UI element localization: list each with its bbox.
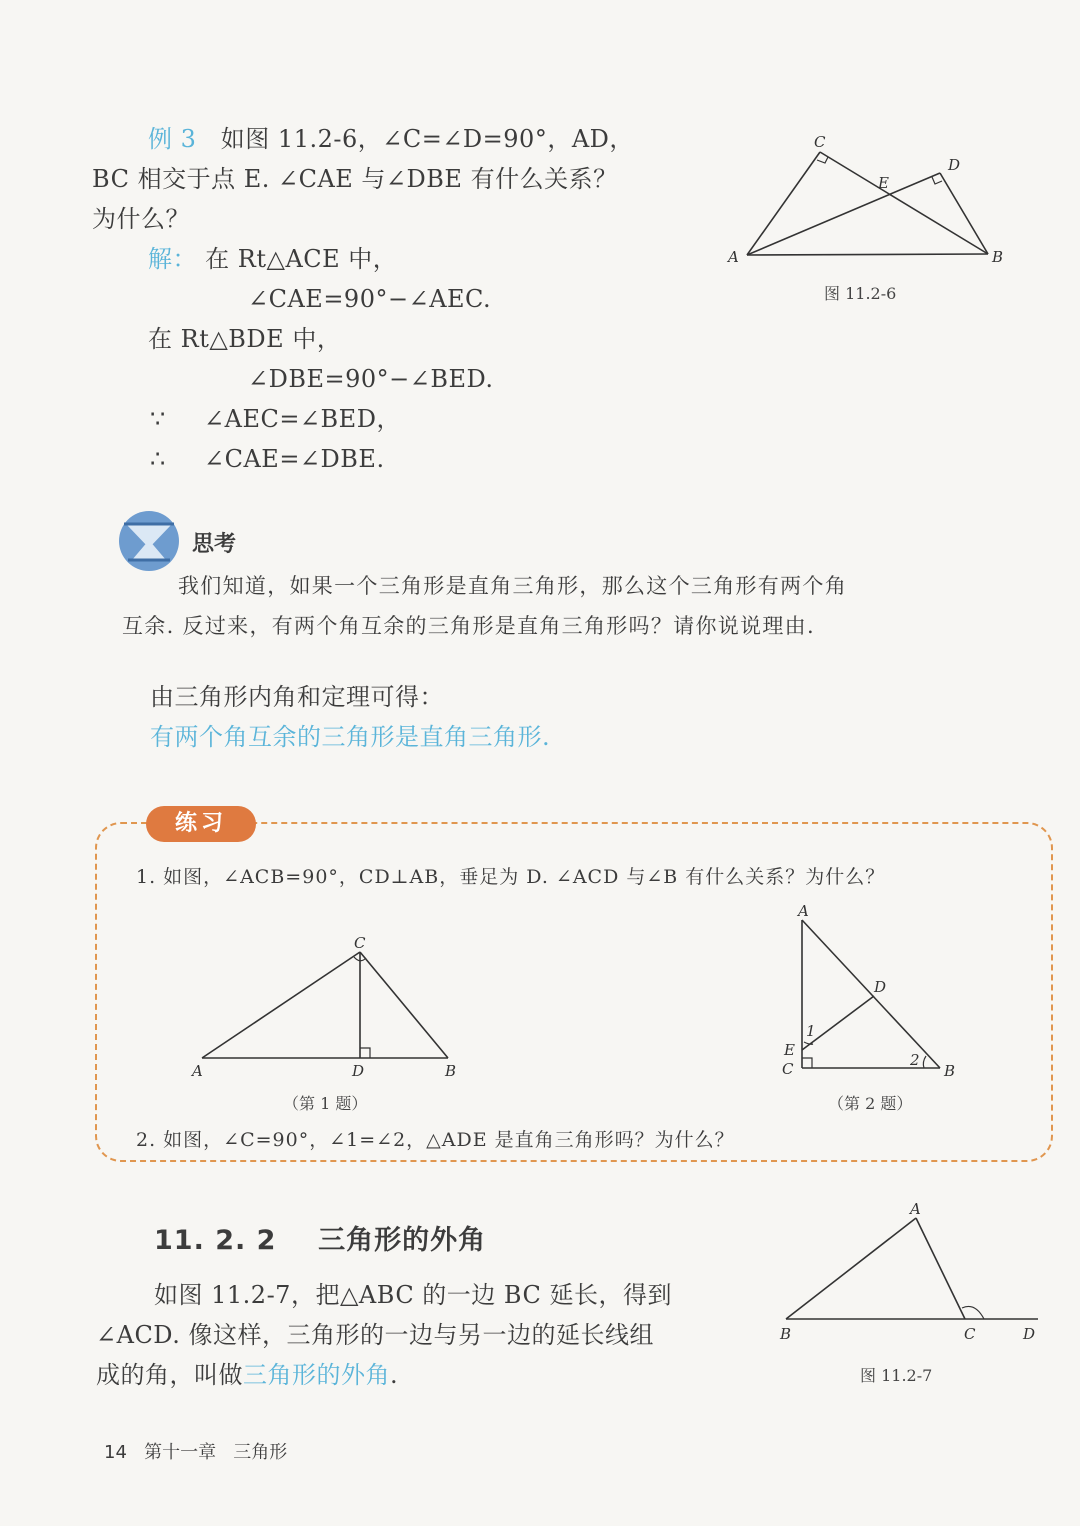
fig-label-B: B: [992, 248, 1004, 266]
section-paragraph-3: [96, 1360, 398, 1390]
fig7-label-A: A: [910, 1200, 921, 1218]
example-3-text-1: 如图 11.2-6，∠C=∠D=90°，AD，: [220, 125, 634, 153]
think-icon: [118, 510, 180, 572]
think-title: 思考: [192, 532, 237, 557]
solution-line-3: 在 Rt△BDE 中，: [148, 325, 342, 353]
conclusion-intro: 由三角形内角和定理可得：: [150, 683, 444, 711]
practice-figure-1-caption: （第 1 题）: [283, 1094, 368, 1113]
section-title: 三角形的外角: [318, 1225, 487, 1256]
figure-11-2-6-caption: 图 11.2-6: [824, 284, 897, 303]
q2-label-1: 1: [806, 1022, 816, 1040]
q2-label-A: A: [798, 902, 809, 920]
solution-text-1: 在 Rt△ACE 中，: [205, 245, 398, 273]
solution-label: 解：: [148, 245, 197, 273]
section-paragraph-3-pre: 成的角，叫做: [96, 1361, 243, 1389]
solution-line-4: ∠DBE=90°−∠BED.: [248, 365, 494, 393]
figure-11-2-7-caption: 图 11.2-7: [860, 1366, 933, 1385]
q2-label-E: E: [784, 1041, 795, 1059]
q1-label-C: C: [354, 934, 366, 952]
practice-question-1: 1. 如图，∠ACB=90°，CD⊥AB，垂足为 D. ∠ACD 与∠B 有什么关系？为什么？: [136, 866, 886, 888]
fig7-label-C: C: [964, 1325, 976, 1343]
q1-label-A: A: [192, 1062, 203, 1080]
fig7-label-D: D: [1023, 1325, 1036, 1343]
section-number: 11. 2. 2: [154, 1225, 277, 1256]
chapter-title: 三角形: [233, 1442, 288, 1463]
fig-label-E: E: [878, 174, 889, 192]
section-paragraph-1: 如图 11.2-7，把△ABC 的一边 BC 延长，得到: [154, 1281, 673, 1309]
practice-question-2: 2. 如图，∠C=90°，∠1=∠2，△ADE 是直角三角形吗？为什么？: [136, 1129, 735, 1151]
practice-figure-1: [180, 930, 480, 1080]
fig-label-A: A: [728, 248, 739, 266]
exterior-angle-term: 三角形的外角: [243, 1361, 390, 1389]
q2-label-D: D: [874, 978, 887, 996]
practice-tab: 练习: [146, 806, 256, 842]
because-symbol: ∵: [150, 405, 166, 433]
figure-11-2-7: [770, 1198, 1050, 1348]
solution-line-2: ∠CAE=90°−∠AEC.: [248, 285, 492, 313]
q1-label-D: D: [352, 1062, 365, 1080]
fig-label-C: C: [814, 133, 826, 151]
think-text-2: 互余. 反过来，有两个角互余的三角形是直角三角形吗？请你说说理由.: [122, 614, 815, 638]
figure-11-2-6: [720, 130, 1020, 280]
therefore-symbol: ∴: [150, 445, 166, 473]
fig7-label-B: B: [780, 1325, 792, 1343]
practice-figure-2: [770, 900, 980, 1085]
section-paragraph-2: ∠ACD. 像这样，三角形的一边与另一边的延长线组: [96, 1321, 654, 1349]
page-number: 14: [104, 1442, 127, 1463]
practice-figure-2-caption: （第 2 题）: [828, 1094, 913, 1113]
q2-label-C: C: [782, 1060, 794, 1078]
page-footer: [104, 1438, 287, 1464]
section-paragraph-3-post: .: [390, 1361, 399, 1389]
section-heading: [154, 1218, 486, 1257]
solution-line-6: ∠CAE=∠DBE.: [204, 445, 385, 473]
solution-line-1: [148, 244, 397, 274]
q1-label-B: B: [445, 1062, 457, 1080]
chapter-label: 第十一章: [144, 1442, 217, 1463]
conclusion: 有两个角互余的三角形是直角三角形.: [150, 723, 551, 751]
q2-label-2: 2: [910, 1051, 920, 1069]
example-3-line-2: BC 相交于点 E. ∠CAE 与∠DBE 有什么关系？: [92, 165, 618, 193]
fig-label-D: D: [948, 156, 961, 174]
example-3-line-1: [148, 124, 634, 154]
example-3-line-3: 为什么？: [92, 205, 190, 233]
think-text-1: 我们知道，如果一个三角形是直角三角形，那么这个三角形有两个角: [178, 574, 847, 598]
solution-line-5: ∠AEC=∠BED，: [204, 405, 401, 433]
q2-label-B: B: [944, 1062, 956, 1080]
example-label: 例 3: [148, 125, 197, 153]
